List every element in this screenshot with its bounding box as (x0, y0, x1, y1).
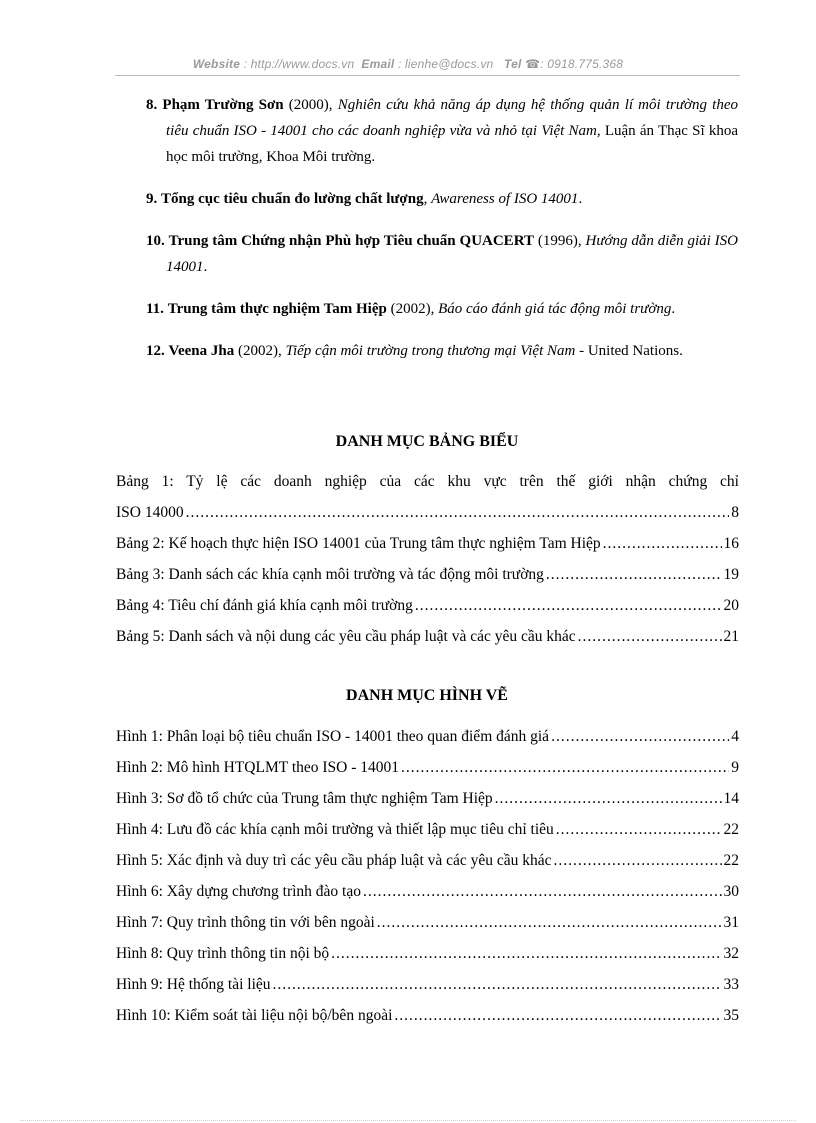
dot-leader (363, 876, 722, 907)
reference-list (146, 92, 738, 380)
reference-number: 12. (146, 343, 165, 359)
reference-number: 8. (146, 97, 158, 113)
page-number: 20 (723, 597, 739, 614)
table-entry[interactable] (116, 497, 739, 528)
dot-leader (415, 590, 722, 621)
reference-rest: . (203, 259, 208, 275)
reference-title: Nghiên cứu khả năng áp dụng hệ thống quản lí môi trường theo tiêu chuẩn ISO - 14001 cho các doanh nghiệp vừa và nhỏ tại Việt Nam, (166, 97, 738, 139)
reference-year: (2000), (283, 97, 338, 113)
reference-text (146, 228, 738, 280)
reference-rest: . (671, 301, 676, 317)
dot-leader (331, 938, 721, 969)
table-list (116, 466, 739, 652)
reference-item (146, 296, 738, 322)
page-number: 35 (723, 1007, 739, 1024)
table-entry[interactable] (116, 528, 739, 559)
figure-entry-label: Hình 4: Lưu đồ các khía cạnh môi trường và thiết lập mục tiêu chỉ tiêu (116, 821, 554, 838)
figure-entry[interactable] (116, 845, 739, 876)
telephone-icon: ☎ (525, 57, 541, 71)
reference-item (146, 228, 738, 280)
figure-entry-label: Hình 6: Xây dựng chương trình đào tạo (116, 883, 361, 900)
page-number: 30 (723, 883, 739, 900)
dot-leader (546, 559, 722, 590)
reference-year: (2002), (386, 301, 439, 317)
table-entry-label-first-line: Bảng 1: Tỷ lệ các doanh nghiệp của các khu vực trên thế giới nhận chứng chỉ (116, 473, 739, 490)
header-divider (115, 75, 740, 76)
dot-leader (377, 907, 722, 938)
website-value[interactable]: : http://www.docs.vn (243, 57, 355, 71)
reference-rest: . (578, 191, 583, 207)
tel-label: Tel (504, 57, 522, 71)
reference-title: Tiếp cận môi trường trong thương mại Việt Nam (285, 343, 576, 359)
page-number: 16 (723, 535, 739, 552)
reference-author: Trung tâm Chứng nhận Phù hợp Tiêu chuẩn QUACERT (168, 233, 535, 249)
tel-value: : 0918.775.368 (540, 57, 624, 71)
figures-heading: DANH MỤC HÌNH VẼ (346, 687, 508, 704)
figure-entry[interactable] (116, 876, 739, 907)
page-number: 8 (731, 504, 739, 521)
figure-entry-label: Hình 9: Hệ thống tài liệu (116, 976, 271, 993)
tables-heading: DANH MỤC BẢNG BIỂU (335, 433, 519, 450)
table-entry[interactable] (116, 621, 739, 652)
reference-title: Hướng dẫn diễn giải ISO 14001 (166, 233, 738, 275)
figure-entry-label: Hình 5: Xác định và duy trì các yêu cầu pháp luật và các yêu cầu khác (116, 852, 552, 869)
page-number: 14 (723, 790, 739, 807)
dot-leader (578, 621, 722, 652)
reference-author: Phạm Trường Sơn (162, 97, 284, 113)
table-entry-label: Bảng 5: Danh sách và nội dung các yêu cầu pháp luật và các yêu cầu khác (116, 628, 576, 645)
page-number: 33 (723, 976, 739, 993)
figure-list (116, 721, 739, 1031)
page-number: 22 (723, 821, 739, 838)
table-entry-label-line (116, 466, 739, 497)
reference-rest: - United Nations. (575, 343, 683, 359)
reference-text (146, 92, 738, 170)
page-number: 21 (723, 628, 739, 645)
reference-author: Tổng cục tiêu chuẩn đo lường chất lượng (161, 191, 424, 207)
reference-item (146, 92, 738, 170)
figure-entry-label: Hình 10: Kiểm soát tài liệu nội bộ/bên ngoài (116, 1007, 393, 1024)
table-entry-label: Bảng 4: Tiêu chí đánh giá khía cạnh môi trường (116, 597, 413, 614)
email-label: Email (361, 57, 395, 71)
dot-leader (186, 497, 730, 528)
reference-year: (2002), (234, 343, 286, 359)
reference-author: Trung tâm thực nghiệm Tam Hiệp (167, 301, 387, 317)
figure-entry-label: Hình 7: Quy trình thông tin với bên ngoài (116, 914, 375, 931)
figure-entry[interactable] (116, 721, 739, 752)
dot-leader (394, 1000, 721, 1031)
reference-text (146, 186, 738, 212)
figure-entry[interactable] (116, 938, 739, 969)
table-entry[interactable] (116, 559, 739, 590)
page-number: 32 (723, 945, 739, 962)
reference-author: Veena Jha (168, 343, 235, 359)
reference-rest: Luận án Thạc Sĩ khoa học môi trường, Khoa Môi trường. (166, 123, 739, 165)
figure-entry-label: Hình 1: Phân loại bộ tiêu chuẩn ISO - 14001 theo quan điểm đánh giá (116, 728, 550, 745)
reference-number: 10. (146, 233, 165, 249)
figure-entry-label: Hình 3: Sơ đồ tổ chức của Trung tâm thực nghiệm Tam Hiệp (116, 790, 493, 807)
page-number: 31 (723, 914, 739, 931)
reference-text (146, 338, 738, 364)
footer-divider (20, 1120, 796, 1121)
reference-title: Báo cáo đánh giá tác động môi trường (438, 301, 672, 317)
page-number: 19 (723, 566, 739, 583)
page-number: 4 (731, 728, 739, 745)
dot-leader (554, 845, 722, 876)
dot-leader (556, 814, 722, 845)
dot-leader (495, 783, 722, 814)
dot-leader (551, 721, 729, 752)
dot-leader (603, 528, 722, 559)
reference-title: Awareness of ISO 14001 (431, 191, 579, 207)
reference-item (146, 338, 738, 364)
page-number: 22 (723, 852, 739, 869)
email-value[interactable]: : lienhe@docs.vn (397, 57, 494, 71)
dot-leader (273, 969, 722, 1000)
table-entry-label: Bảng 3: Danh sách các khía cạnh môi trường và tác động môi trường (116, 566, 544, 583)
table-entry[interactable] (116, 590, 739, 621)
figure-entry[interactable] (116, 752, 739, 783)
figure-entry[interactable] (116, 907, 739, 938)
figure-entry-label: Hình 8: Quy trình thông tin nội bộ (116, 945, 330, 962)
reference-number: 11. (146, 301, 164, 317)
table-entry-label: Bảng 2: Kế hoạch thực hiện ISO 14001 của Trung tâm thực nghiệm Tam Hiệp (116, 535, 601, 552)
figure-entry[interactable] (116, 1000, 739, 1031)
table-entry-label: ISO 14000 (116, 504, 184, 521)
reference-number: 9. (146, 191, 158, 207)
reference-text (146, 296, 738, 322)
figure-entry[interactable] (116, 814, 739, 845)
figure-entry-label: Hình 2: Mô hình HTQLMT theo ISO - 14001 (116, 759, 400, 776)
page-number: 9 (731, 759, 739, 776)
website-label: Website (192, 57, 241, 71)
figure-entry[interactable] (116, 783, 739, 814)
dot-leader (401, 752, 729, 783)
reference-item (146, 186, 738, 212)
reference-year: , (423, 191, 432, 207)
figure-entry[interactable] (116, 969, 739, 1000)
page-header (0, 57, 816, 71)
reference-year: (1996), (534, 233, 586, 249)
